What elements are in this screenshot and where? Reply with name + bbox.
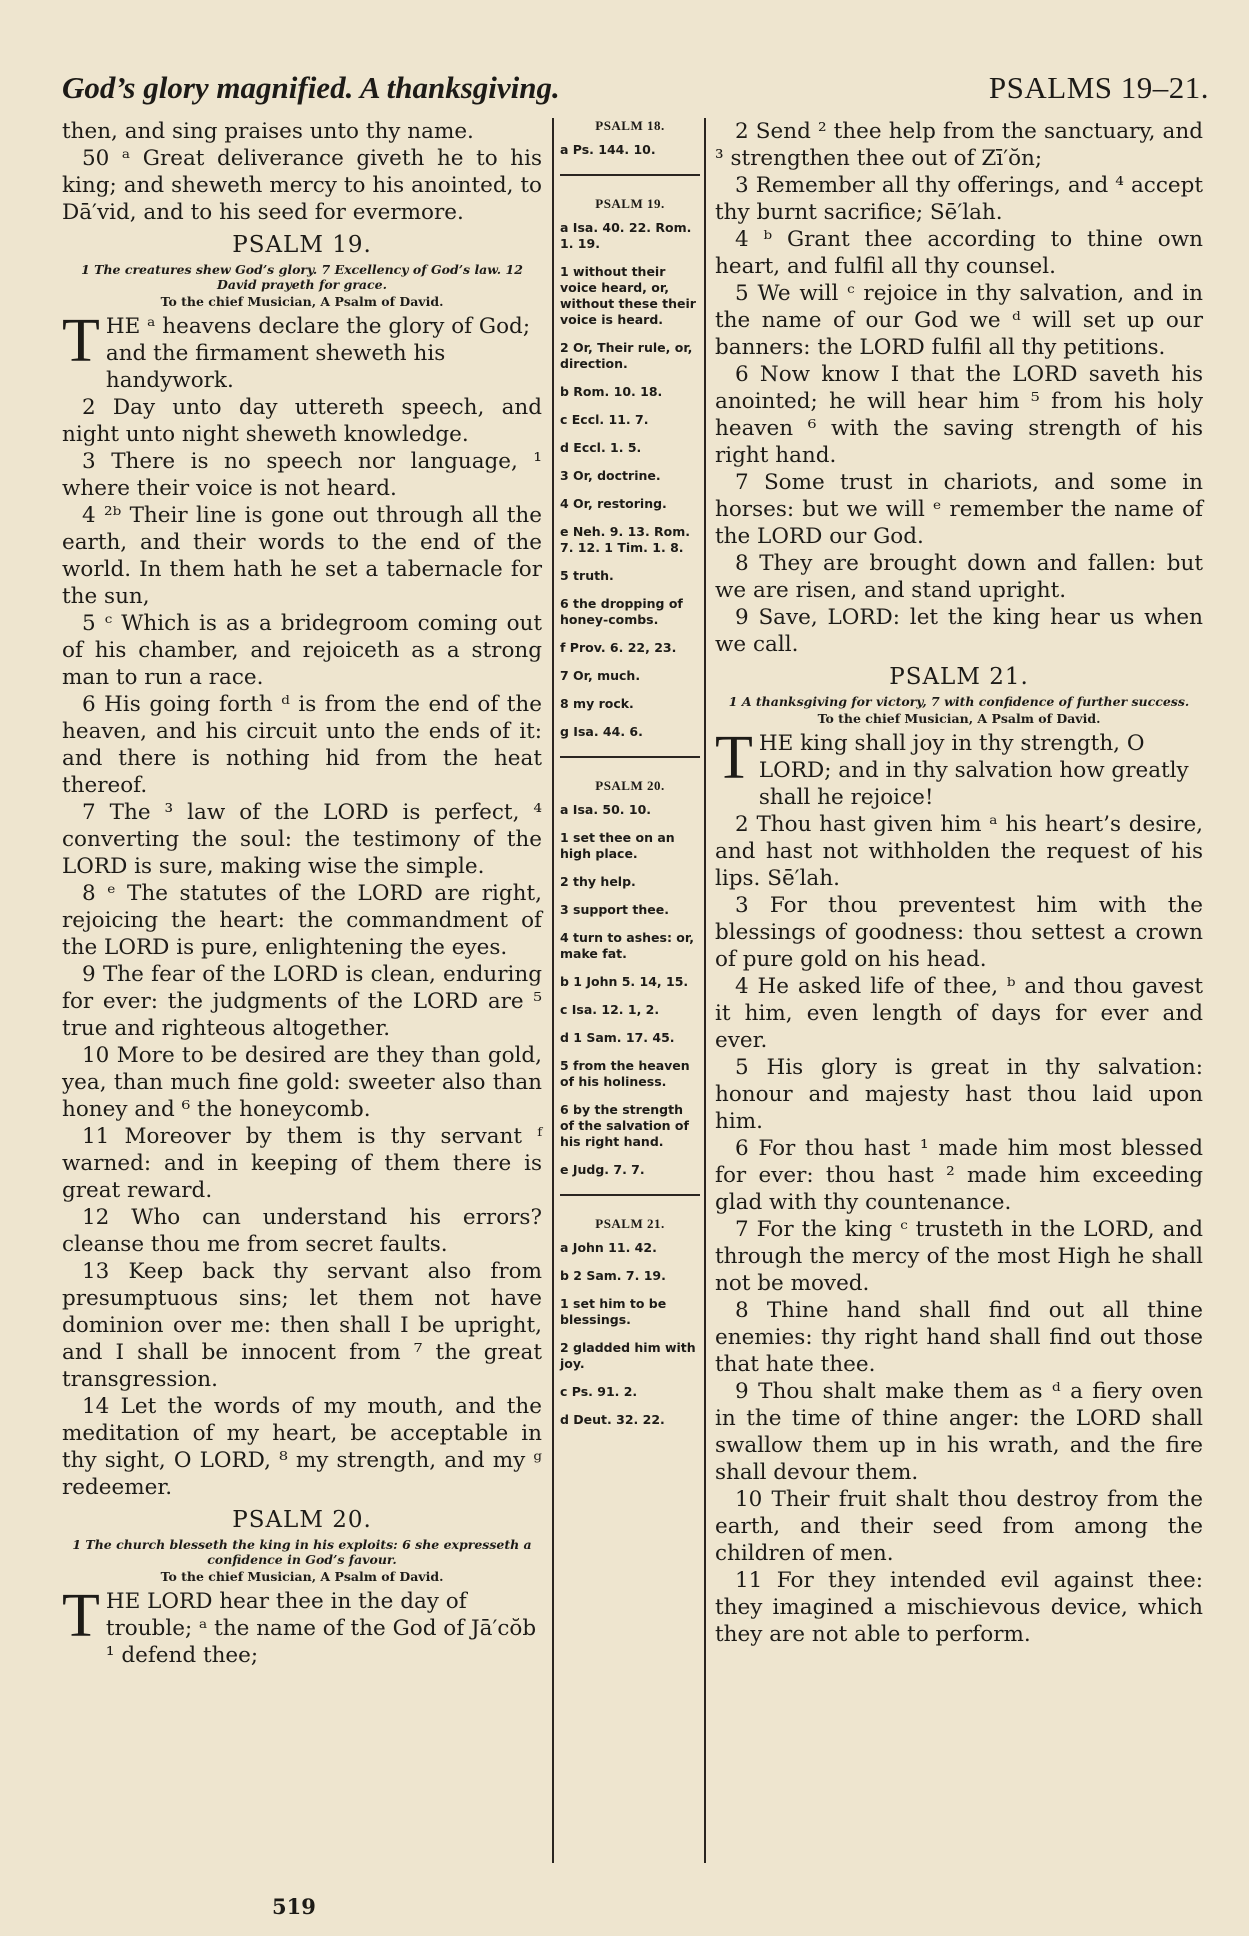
margin-note: b 1 John 5. 14, 15. bbox=[560, 974, 689, 989]
margin-block-psalm-21 bbox=[560, 1216, 700, 1428]
margin-note: g Isa. 44. 6. bbox=[560, 724, 643, 739]
verse: 7 For the king ᶜ trusteth in the LORD, and through the mercy of the most High he shall not be moved. bbox=[715, 1217, 1203, 1296]
margin-note: d Eccl. 1. 5. bbox=[560, 440, 642, 455]
margin-separator bbox=[560, 174, 700, 176]
margin-note: 2 gladded him with joy. bbox=[560, 1340, 696, 1371]
left-column bbox=[62, 118, 542, 1669]
margin-block-psalm-19 bbox=[560, 196, 700, 740]
margin-note: 2 Or, Their rule, or, direction. bbox=[560, 340, 693, 371]
verse-text: HE ᵃ heavens declare the glory of God; and the firmament sheweth his handywork. bbox=[105, 314, 531, 393]
dropcap: T bbox=[715, 724, 753, 792]
verse: 4 He asked life of thee, ᵇ and thou gavest it him, even length of days for ever and ever. bbox=[715, 974, 1203, 1053]
margin-note: 1 set thee on an high place. bbox=[560, 830, 675, 861]
verse: 9 The fear of the LORD is clean, enduring for ever: the judgments of the LORD are ⁵ true and righteous altogether. bbox=[62, 962, 542, 1041]
margin-note: b 2 Sam. 7. 19. bbox=[560, 1268, 666, 1283]
column-rule-left bbox=[552, 118, 554, 1863]
running-header bbox=[62, 70, 1209, 110]
verse: 6 For thou hast ¹ made him most blessed for ever: thou hast ² made him exceeding glad with thy countenance. bbox=[715, 1136, 1203, 1215]
page-number: 519 bbox=[272, 1894, 316, 1919]
psalm-21-title: PSALM 21. bbox=[889, 664, 1029, 690]
column-rule-right bbox=[704, 118, 706, 1863]
verse: 12 Who can understand his errors? cleanse thou me from secret faults. bbox=[62, 1205, 542, 1257]
psalm-19-verse-1 bbox=[62, 307, 542, 394]
psalm-20-title: PSALM 20. bbox=[232, 1507, 372, 1533]
verse: 2 Thou hast given him ᵃ his heart’s desire, and hast not withholden the request of his lips. Sē′lah. bbox=[715, 812, 1203, 891]
margin-note: 8 my rock. bbox=[560, 696, 634, 711]
verse: 8 Thine hand shall find out all thine enemies: thy right hand shall find out those that hate thee. bbox=[715, 1298, 1203, 1377]
margin-block-psalm-20 bbox=[560, 778, 700, 1178]
margin-separator bbox=[560, 756, 700, 758]
margin-heading: PSALM 19. bbox=[595, 196, 665, 211]
margin-note: a Ps. 144. 10. bbox=[560, 142, 656, 157]
margin-note: 5 from the heaven of his holiness. bbox=[560, 1058, 690, 1089]
margin-note: a Isa. 40. 22. Rom. 1. 19. bbox=[560, 220, 692, 251]
margin-note: 3 support thee. bbox=[560, 902, 669, 917]
verse: 8 They are brought down and fallen: but we are risen, and stand upright. bbox=[715, 551, 1203, 603]
psalm-19-summary: 1 The creatures shew God’s glory. 7 Excellency of God’s law. 12 David prayeth for grace. bbox=[81, 262, 523, 292]
psalm-20-summary: 1 The church blesseth the king in his exploits: 6 she expresseth a confidence in God’s favour. bbox=[72, 1537, 532, 1567]
dropcap: T bbox=[62, 1582, 100, 1650]
margin-note: c Isa. 12. 1, 2. bbox=[560, 1002, 660, 1017]
margin-note: d 1 Sam. 17. 45. bbox=[560, 1030, 675, 1045]
margin-note: c Ps. 91. 2. bbox=[560, 1384, 638, 1399]
verse: 5 ᶜ Which is as a bridegroom coming out of his chamber, and rejoiceth as a strong man to run a race. bbox=[62, 611, 542, 690]
verse-text: HE LORD hear thee in the day of trouble; ᵃ the name of the God of Jā′cŏb ¹ defend thee; bbox=[105, 1589, 537, 1668]
verse: 3 Remember all thy offerings, and ⁴ accept thy burnt sacrifice; Sē′lah. bbox=[715, 173, 1203, 225]
header-right: PSALMS 19–21. bbox=[988, 70, 1209, 105]
verse: 3 There is no speech nor language, ¹ where their voice is not heard. bbox=[62, 449, 542, 501]
margin-note: e Neh. 9. 13. Rom. 7. 12. 1 Tim. 1. 8. bbox=[560, 524, 691, 555]
verse: 9 Save, LORD: let the king hear us when we call. bbox=[715, 605, 1203, 657]
margin-note: 1 set him to be blessings. bbox=[560, 1296, 667, 1327]
margin-note: e Judg. 7. 7. bbox=[560, 1162, 645, 1177]
margin-heading: PSALM 21. bbox=[595, 1216, 665, 1231]
psalm-20-verse-1 bbox=[62, 1582, 542, 1669]
psalm-21-superscription: To the chief Musician, A Psalm of David. bbox=[817, 711, 1101, 726]
margin-note: 4 turn to ashes: or, make fat. bbox=[560, 930, 694, 961]
verse: 5 We will ᶜ rejoice in thy salvation, and in the name of our God we ᵈ will set up our banners: the LORD fulfil all thy petitions. bbox=[715, 281, 1203, 360]
psalm-21-summary: 1 A thanksgiving for victory, 7 with confidence of further success. bbox=[728, 694, 1190, 709]
margin-note: f Prov. 6. 22, 23. bbox=[560, 640, 677, 655]
margin-note: 4 Or, restoring. bbox=[560, 496, 667, 511]
verse: 3 For thou preventest him with the blessings of goodness: thou settest a crown of pure gold on his head. bbox=[715, 893, 1203, 972]
psalm-19-superscription: To the chief Musician, A Psalm of David. bbox=[160, 294, 444, 309]
margin-separator bbox=[560, 1194, 700, 1196]
verse: 4 ²ᵇ Their line is gone out through all the earth, and their words to the end of the world. In them hath he set a tabernacle for the sun, bbox=[62, 503, 542, 609]
margin-note: a John 11. 42. bbox=[560, 1240, 657, 1255]
verse: 5 His glory is great in thy salvation: honour and majesty hast thou laid upon him. bbox=[715, 1055, 1203, 1134]
verse-text: HE king shall joy in thy strength, O LORD; and in thy salvation how greatly shall he rejoice! bbox=[758, 731, 1189, 810]
margin-note: 7 Or, much. bbox=[560, 668, 641, 683]
margin-note: 5 truth. bbox=[560, 568, 614, 583]
verse: 7 The ³ law of the LORD is perfect, ⁴ converting the soul: the testimony of the LORD is sure, making wise the simple. bbox=[62, 800, 542, 879]
verse: 4 ᵇ Grant thee according to thine own heart, and fulfil all thy counsel. bbox=[715, 227, 1203, 279]
verse: 6 His going forth ᵈ is from the end of the heaven, and his circuit unto the ends of it: and there is nothing hid from the heat thereof. bbox=[62, 692, 542, 798]
psalm-19-title: PSALM 19. bbox=[232, 232, 372, 258]
verse: 11 Moreover by them is thy servant ᶠ warned: and in keeping of them there is great reward. bbox=[62, 1124, 542, 1203]
verse: 13 Keep back thy servant also from presumptuous sins; let them not have dominion over me: then shall I be upright, and I shall be innocent from ⁷ the great transgression. bbox=[62, 1259, 542, 1392]
verse: 10 More to be desired are they than gold, yea, than much fine gold: sweeter also than honey and ⁶ the honeycomb. bbox=[62, 1043, 542, 1122]
margin-note: 6 the dropping of honey-combs. bbox=[560, 596, 683, 627]
verse: 8 ᵉ The statutes of the LORD are right, rejoicing the heart: the commandment of the LORD is pure, enlightening the eyes. bbox=[62, 881, 542, 960]
verse: 11 For they intended evil against thee: they imagined a mischievous device, which they are not able to perform. bbox=[715, 1568, 1203, 1647]
reference-margin bbox=[560, 118, 700, 1440]
verse-intro: then, and sing praises unto thy name. bbox=[62, 119, 474, 144]
verse: 2 Day unto day uttereth speech, and night unto night sheweth knowledge. bbox=[62, 395, 542, 447]
verse: 7 Some trust in chariots, and some in horses: but we will ᵉ remember the name of the LORD our God. bbox=[715, 470, 1203, 549]
verse-18-50: 50 ᵃ Great deliverance giveth he to his king; and sheweth mercy to his anointed, to Dā′vid, and to his seed for evermore. bbox=[62, 146, 542, 225]
verse: 9 Thou shalt make them as ᵈ a fiery oven in the time of thine anger: the LORD shall swallow them up in his wrath, and the fire shall devour them. bbox=[715, 1379, 1203, 1485]
margin-heading: PSALM 18. bbox=[595, 118, 665, 133]
margin-note: c Eccl. 11. 7. bbox=[560, 412, 649, 427]
verse: 2 Send ² thee help from the sanctuary, and ³ strengthen thee out of Zī′ŏn; bbox=[715, 119, 1203, 171]
margin-block-psalm-18 bbox=[560, 118, 700, 158]
margin-heading: PSALM 20. bbox=[595, 778, 665, 793]
psalm-20-superscription: To the chief Musician, A Psalm of David. bbox=[160, 1569, 444, 1584]
margin-note: 6 by the strength of the salvation of his right hand. bbox=[560, 1102, 689, 1149]
header-left: God’s glory magnified. A thanksgiving. bbox=[62, 70, 560, 105]
margin-note: 3 Or, doctrine. bbox=[560, 468, 661, 483]
psalm-21-verse-1 bbox=[715, 724, 1203, 811]
margin-note: 2 thy help. bbox=[560, 874, 636, 889]
margin-note: d Deut. 32. 22. bbox=[560, 1412, 665, 1427]
dropcap: T bbox=[62, 307, 100, 375]
verse: 10 Their fruit shalt thou destroy from the earth, and their seed from among the children of men. bbox=[715, 1487, 1203, 1566]
verse: 6 Now know I that the LORD saveth his anointed; he will hear him ⁵ from his holy heaven ⁶ with the saving strength of his right hand. bbox=[715, 362, 1203, 468]
right-column bbox=[715, 118, 1203, 1648]
margin-note: a Isa. 50. 10. bbox=[560, 802, 652, 817]
verse: 14 Let the words of my mouth, and the meditation of my heart, be acceptable in thy sight, O LORD, ⁸ my strength, and my ᵍ redeemer. bbox=[62, 1394, 542, 1500]
margin-note: 1 without their voice heard, or, without these their voice is heard. bbox=[560, 264, 696, 327]
margin-note: b Rom. 10. 18. bbox=[560, 384, 663, 399]
